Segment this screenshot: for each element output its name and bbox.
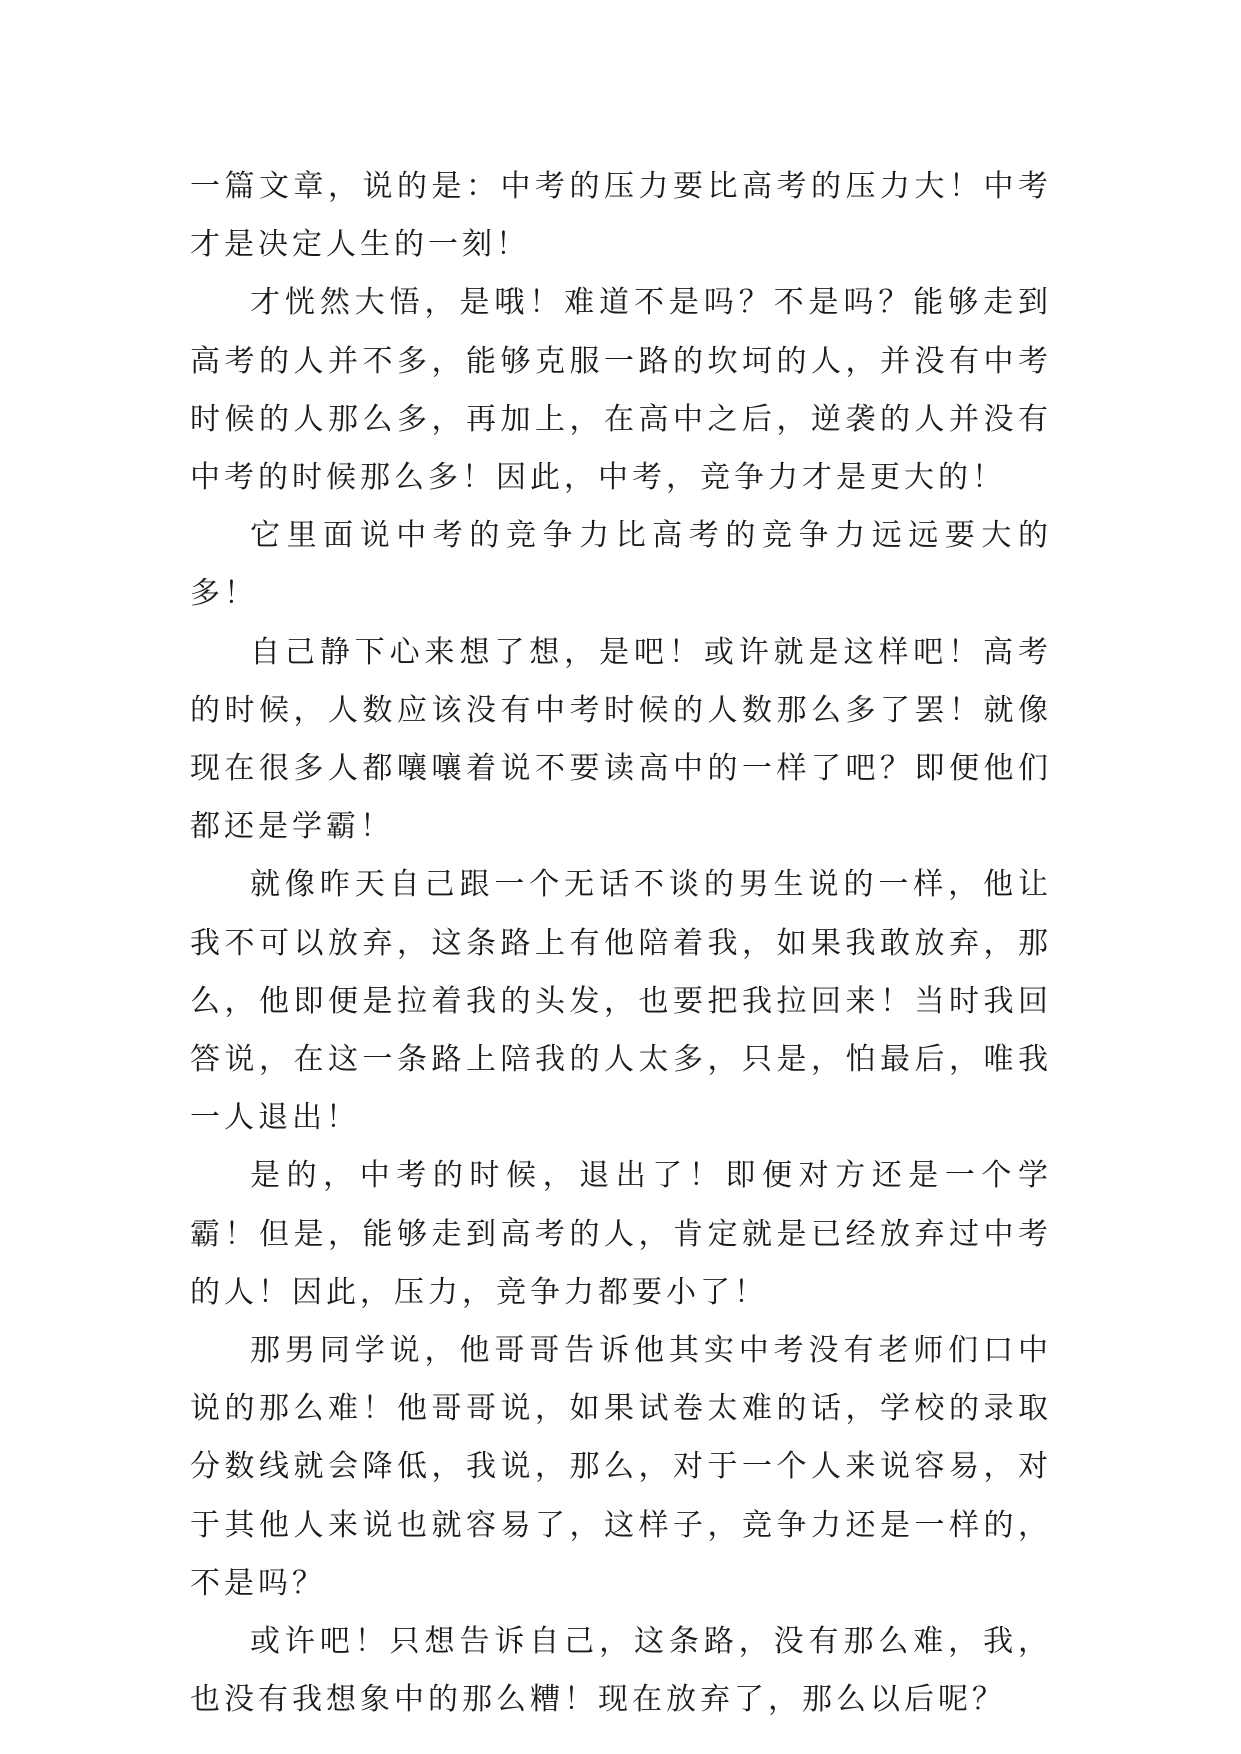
paragraph-4: 自己静下心来想了想，是吧！或许就是这样吧！高考的时候，人数应该没有中考时候的人数那么多了罢！就像现在很多人都嚷嚷着说不要读高中的一样了吧？即便他们都还是学霸！: [190, 634, 1052, 845]
paragraph-1: 一篇文章，说的是：中考的压力要比高考的压力大！中考才是决定人生的一刻！: [190, 169, 1052, 263]
paragraph-2: 才恍然大悟，是哦！难道不是吗？不是吗？能够走到高考的人并不多，能够克服一路的坎坷的人，并没有中考时候的人那么多，再加上，在高中之后，逆袭的人并没有中考的时候那么多！因此，中考，竞争力才是更大的！: [190, 285, 1052, 496]
paragraph-6: 是的，中考的时候，退出了！即便对方还是一个学霸！但是，能够走到高考的人，肯定就是已经放弃过中考的人！因此，压力，竞争力都要小了！: [190, 1158, 1052, 1310]
article-body: [190, 158, 1052, 1729]
paragraph-8: 或许吧！只想告诉自己，这条路，没有那么难，我，也没有我想象中的那么糟！现在放弃了，那么以后呢？: [190, 1624, 1052, 1718]
paragraph-3: 它里面说中考的竞争力比高考的竞争力远远要大的多！: [190, 518, 1052, 612]
paragraph-7: 那男同学说，他哥哥告诉他其实中考没有老师们口中说的那么难！他哥哥说，如果试卷太难的话，学校的录取分数线就会降低，我说，那么，对于一个人来说容易，对于其他人来说也就容易了，这样子，竞争力还是一样的，不是吗？: [190, 1333, 1052, 1601]
paragraph-5: 就像昨天自己跟一个无话不谈的男生说的一样，他让我不可以放弃，这条路上有他陪着我，如果我敢放弃，那么，他即便是拉着我的头发，也要把我拉回来！当时我回答说，在这一条路上陪我的人太多，只是，怕最后，唯我一人退出！: [190, 867, 1052, 1136]
